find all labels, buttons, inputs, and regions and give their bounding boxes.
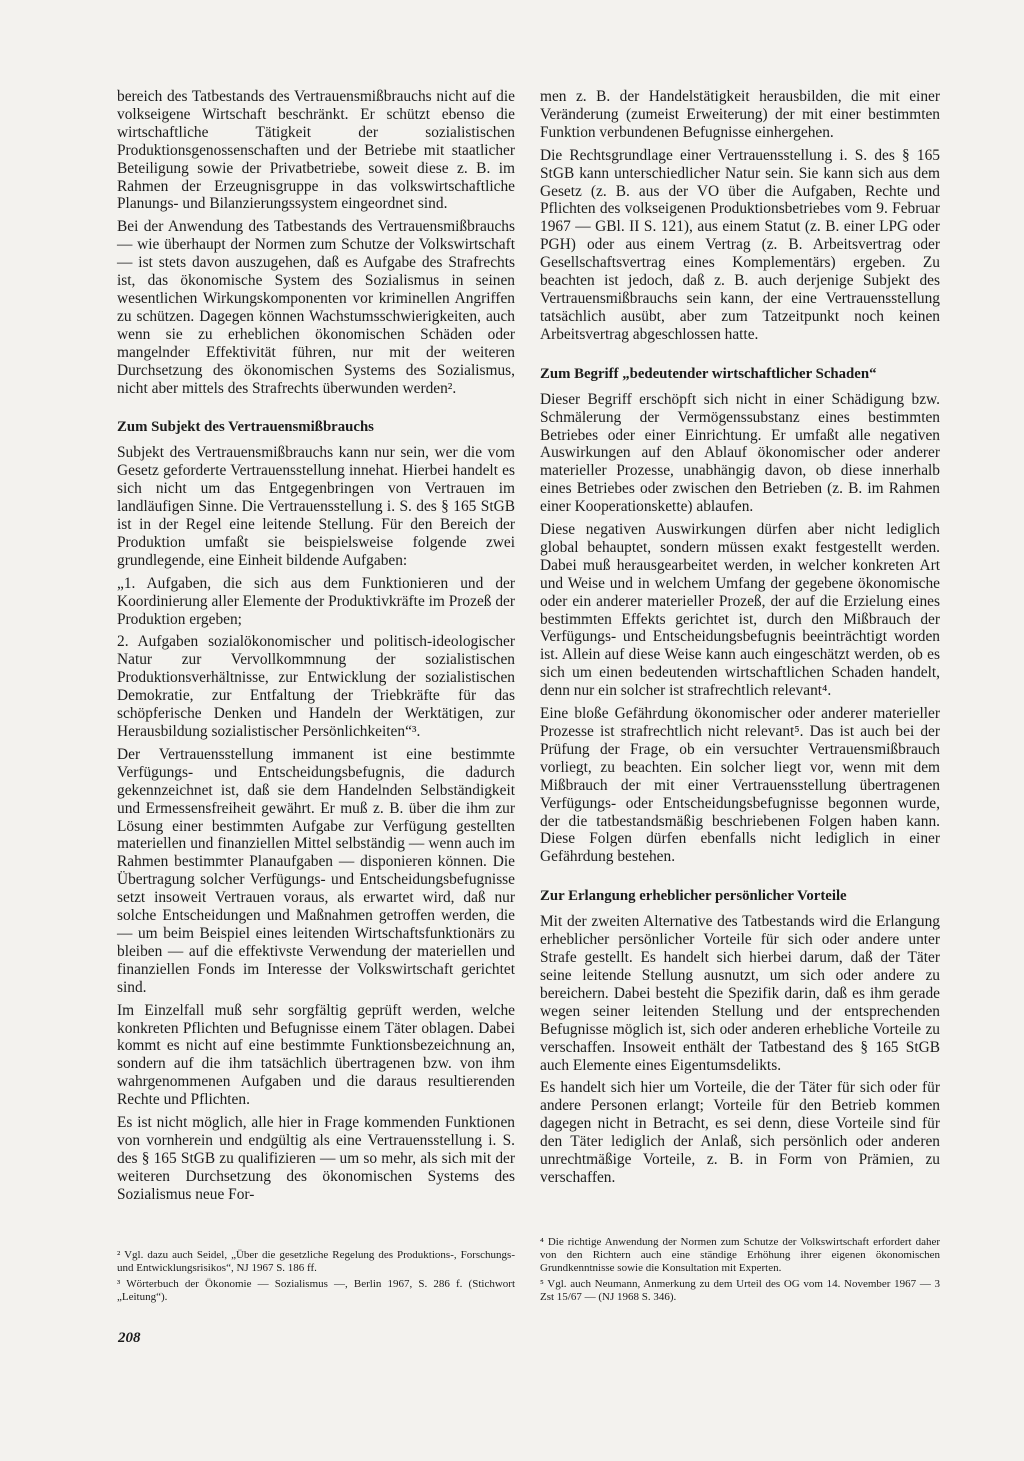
paragraph: Es handelt sich hier um Vorteile, die der Täter für sich oder für andere Personen erlangt; Vorteile für den Betrieb kommen dagegen nicht in Betracht, es sei denn, diese Vorteile sind für den Täter lediglich der Anlaß, sich persönlich oder anderen unrechtmäßige Vorteile, z. B. in Form von Prämien, zu verschaffen. bbox=[540, 1079, 940, 1186]
section-heading: Zum Subjekt des Vertrauensmißbrauchs bbox=[117, 419, 374, 436]
paragraph: Der Vertrauensstellung immanent ist eine bestimmte Verfügungs- und Entscheidungsbefugnis, die dadurch gekennzeichnet ist, daß sie dem Handelnden Selbständigkeit und Ermessensfreiheit gewährt. Er muß z. B. über die ihm zur Lösung einer bestimmten Aufgabe zur Verfügung gestellten materiellen und finanziellen Mittel selbständig — wenn auch im Rahmen bestimmter Planaufgaben — disponieren können. Die Übertragung solcher Verfügungs- und Entscheidungsbefugnisse setzt insoweit Vertrauen voraus, als erwartet wird, daß nur solche Entscheidungen und Maßnahmen getroffen werden, die — um beim Beispiel eines leitenden Wirtschaftsfunktionärs zu bleiben — auf die effektivste Verwendung der materiellen und finanziellen Fonds im Interesse der Volkswirtschaft gerichtet sind. bbox=[117, 745, 515, 996]
paragraph: Subjekt des Vertrauensmißbrauchs kann nur sein, wer die vom Gesetz geforderte Vertrauensstellung innehat. Hierbei handelt es sich nicht um das Entgegenbringen von Vertrauen im landläufigen Sinne. Die Vertrauensstellung i. S. des § 165 StGB ist in der Regel eine leitende Stellung. Für den Bereich der Produktion umfaßt sie beispielsweise folgende zwei grundlegende, eine Einheit bildende Aufgaben: bbox=[117, 444, 515, 569]
paragraph: Dieser Begriff erschöpft sich nicht in einer Schädigung bzw. Schmälerung der Vermögenssubstanz eines bestimmten Betriebes oder einer Einrichtung. Er umfaßt alle negativen Auswirkungen auf den Ablauf ökonomischer oder anderer materieller Prozesse, unabhängig davon, ob diese innerhalb eines Betriebes oder zwischen den Betrieben (z. B. im Rahmen einer Kooperationskette) ablaufen. bbox=[540, 390, 940, 516]
footnotes-right bbox=[540, 1236, 940, 1307]
quote-item: 2. Aufgaben sozialökonomischer und politisch-ideologischer Natur zur Vervollkommnung der sozialistischen Produktionsverhältnisse, zur Entwicklung der sozialistischen Demokratie, zur Entfaltung der Triebkräfte für das schöpferische Denken und Handeln der Werktätigen, zur Herausbildung sozialistischer Persönlichkeiten“³. bbox=[117, 633, 515, 740]
quote-item: „1. Aufgaben, die sich aus dem Funktionieren und der Koordinierung aller Elemente der Produktivkräfte im Prozeß der Produktion ergeben; bbox=[117, 574, 515, 628]
right-column bbox=[540, 88, 940, 1192]
paragraph: Eine bloße Gefährdung ökonomischer oder anderer materieller Prozesse ist strafrechtlich nicht relevant⁵. Das ist auch bei der Prüfung der Frage, ob ein versuchter Vertrauensmißbrauch vorliegt, zu beachten. Ein solcher liegt vor, wenn mit dem Mißbrauch der mit einer Vertrauensstellung übertragenen Verfügungs- oder Entscheidungsbefugnisse begonnen wurde, der die tatbestandsmäßig beschriebenen Folgen haben kann. Diese Folgen dürfen ebenfalls nicht lediglich in einer Gefährdung bestehen. bbox=[540, 705, 940, 866]
footnote: ⁴ Die richtige Anwendung der Normen zum Schutze der Volkswirtschaft erfordert daher von den Richtern auch eine ständige Erhöhung ihrer eigenen ökonomischen Grundkenntnisse sowie die Konsultation mit Experten. bbox=[540, 1236, 940, 1274]
paragraph: Im Einzelfall muß sehr sorgfältig geprüft werden, welche konkreten Pflichten und Befugnisse einem Täter oblagen. Dabei kommt es nicht auf eine bestimmte Funktionsbezeichnung an, sondern auf die ihm tatsächlich übertragenen bzw. von ihm wahrgenommenen Aufgaben und die daraus resultierenden Rechte und Pflichten. bbox=[117, 1001, 515, 1109]
paragraph: bereich des Tatbestands des Vertrauensmißbrauchs nicht auf die volkseigene Wirtschaft beschränkt. Er schützt ebenso die wirtschaftliche Tätigkeit der sozialistischen Produktionsgenossenschaften und der Betriebe mit staatlicher Beteiligung sowie der Privatbetriebe, soweit diese z. B. im Rahmen der Erzeugnisgruppe in das volkswirtschaftliche Planungs- und Bilanzierungssystem eingeordnet sind. bbox=[117, 88, 515, 213]
paragraph: Diese negativen Auswirkungen dürfen aber nicht lediglich global behauptet, sondern müssen exakt festgestellt werden. Dabei muß herausgearbeitet werden, in welcher konkreten Art und Weise und in welchem Umfang der gegebene ökonomische oder ein anderer materieller Prozeß, der auf die Erzielung eines bestimmten Effekts gerichtet ist, durch den Mißbrauch der Verfügungs- und Entscheidungsbefugnis beeinträchtigt worden ist. Allein auf diese Weise kann auch eingeschätzt werden, ob es sich um einen bedeutenden wirtschaftlichen Schaden handelt, denn nur ein solcher ist strafrechtlich relevant⁴. bbox=[540, 521, 940, 700]
page-number: 208 bbox=[118, 1330, 141, 1346]
footnotes-left bbox=[117, 1249, 515, 1307]
footnote: ⁵ Vgl. auch Neumann, Anmerkung zu dem Urteil des OG vom 14. November 1967 — 3 Zst 15/67 — (NJ 1968 S. 346). bbox=[540, 1277, 940, 1303]
paragraph: Die Rechtsgrundlage einer Vertrauensstellung i. S. des § 165 StGB kann unterschiedlicher Natur sein. Sie kann sich aus dem Gesetz (z. B. aus der VO über die Aufgaben, Rechte und Pflichten des volkseigenen Produktionsbetriebes vom 9. Februar 1967 — GBl. II S. 121), aus einem Statut (z. B. einer LPG oder PGH) oder aus einem Vertrag (z. B. Arbeitsvertrag oder Gesellschaftsvertrag eines Komplementärs) ergeben. Zu beachten ist jedoch, daß z. B. auch derjenige Subjekt des Vertrauensmißbrauchs sein kann, der eine Vertrauensstellung tatsächlich ausübt, aber zum Tatzeitpunkt noch keinen Arbeitsvertrag abgeschlossen hatte. bbox=[540, 146, 940, 343]
left-column bbox=[117, 88, 515, 1209]
paragraph: Mit der zweiten Alternative des Tatbestands wird die Erlangung erheblicher persönlicher Vorteile für sich oder andere unter Strafe gestellt. Es handelt sich hierbei darum, daß der Täter seine leitende Stellung ausnutzt, um sich oder andere zu bereichern. Dabei besteht die Spezifik darin, daß es ihm gerade wegen seiner leitenden Stellung und der entsprechenden Befugnisse möglich ist, sich oder anderen erhebliche Vorteile zu verschaffen. Insoweit enthält der Tatbestand des § 165 StGB auch Elemente eines Eigentumsdelikts. bbox=[540, 913, 940, 1074]
paragraph: Bei der Anwendung des Tatbestands des Vertrauensmißbrauchs — wie überhaupt der Normen zum Schutze der Volkswirtschaft — ist stets davon auszugehen, daß es Aufgabe des Strafrechts ist, das ökonomische System des Sozialismus in seinen wesentlichen Wirkungskomponenten vor kriminellen Angriffen zu schützen. Dagegen können Wachstumsschwierigkeiten, auch wenn sie zu erheblichen ökonomischen Schäden oder mangelnder Effektivität führen, nur mit der weiteren Durchsetzung des ökonomischen Systems des Sozialismus, nicht aber mittels des Strafrechts überwunden werden². bbox=[117, 218, 515, 397]
section-heading: Zur Erlangung erheblicher persönlicher Vorteile bbox=[540, 888, 847, 905]
footnote: ² Vgl. dazu auch Seidel, „Über die gesetzliche Regelung des Produktions-, Forschungs- und Entwicklungsrisikos“, NJ 1967 S. 186 ff. bbox=[117, 1249, 515, 1274]
paragraph: men z. B. der Handelstätigkeit herausbilden, die mit einer Veränderung (zumeist Erweiterung) der mit einer bestimmten Funktion verbundenen Befugnisse einhergehen. bbox=[540, 88, 940, 141]
paragraph: Es ist nicht möglich, alle hier in Frage kommenden Funktionen von vornherein und endgültig als eine Vertrauensstellung i. S. des § 165 StGB zu qualifizieren — um so mehr, als sich mit der weiteren Durchsetzung des ökonomischen Systems des Sozialismus neue For- bbox=[117, 1114, 515, 1203]
footnote: ³ Wörterbuch der Ökonomie — Sozialismus —, Berlin 1967, S. 286 f. (Stichwort „Leitung“). bbox=[117, 1277, 515, 1303]
section-heading: Zum Begriff „bedeutender wirtschaftlicher Schaden“ bbox=[540, 365, 877, 382]
